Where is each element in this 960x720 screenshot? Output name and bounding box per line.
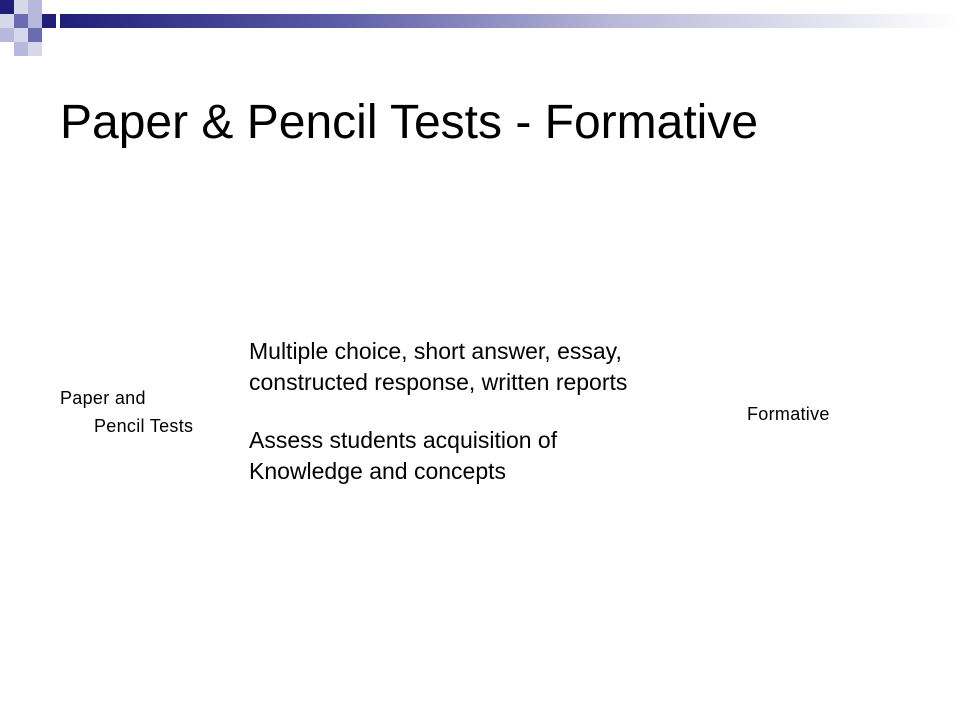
middle-paragraph-2-line2: Knowledge and concepts <box>249 458 507 484</box>
left-label <box>60 384 260 440</box>
decor-square-pale <box>14 0 28 14</box>
decor-square-pale <box>28 42 42 56</box>
left-label-line2: Pencil Tests <box>94 416 194 436</box>
decor-square-navy <box>42 14 56 28</box>
decor-square-pale <box>14 28 28 42</box>
middle-paragraph-2 <box>249 425 719 487</box>
decor-square-blue <box>14 14 28 28</box>
decor-square-blue <box>28 28 42 42</box>
decor-square-navy <box>0 0 14 14</box>
middle-paragraph-1-line2: constructed response, written reports <box>249 369 628 395</box>
header-gradient-bar <box>60 14 960 28</box>
middle-paragraph-1 <box>249 336 719 398</box>
middle-paragraph-2-line1: Assess students acquisition of <box>249 427 558 453</box>
left-label-line1: Paper and <box>60 388 146 408</box>
decor-square-light <box>14 42 28 56</box>
slide-title: Paper & Pencil Tests - Formative <box>60 96 759 149</box>
decor-square-pale <box>0 14 14 28</box>
middle-paragraph-1-line1: Multiple choice, short answer, essay, <box>249 338 622 364</box>
decor-square-light <box>28 14 42 28</box>
middle-text-block <box>249 336 719 487</box>
right-label: Formative <box>747 404 830 424</box>
decor-square-light <box>0 28 14 42</box>
decor-square-light <box>28 0 42 14</box>
